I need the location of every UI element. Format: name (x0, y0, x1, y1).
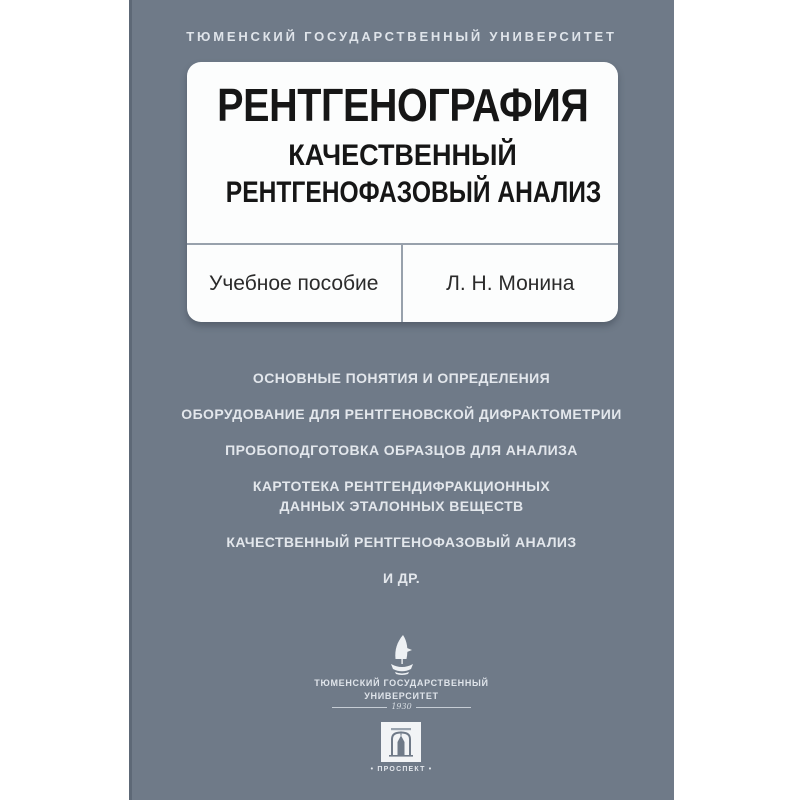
title-panel (187, 62, 618, 322)
list-item: КАРТОТЕКА РЕНТГЕНДИФРАКЦИОННЫХ ДАННЫХ ЭТАЛОННЫХ ВЕЩЕСТВ (252, 478, 551, 514)
list-item: И ДР. (382, 570, 421, 586)
publisher-name: • ПРОСПЕКТ • (370, 766, 433, 773)
book-subtitle-line1: КАЧЕСТВЕННЫЙ (288, 139, 517, 172)
university-wordmark-line1: ТЮМЕНСКИЙ ГОСУДАРСТВЕННЫЙ (314, 678, 489, 688)
list-item: КАЧЕСТВЕННЫЙ РЕНТГЕНОФАЗОВЫЙ АНАЛИЗ (226, 534, 577, 550)
edition-type: Учебное пособие (187, 245, 403, 322)
list-item: ПРОБОПОДГОТОВКА ОБРАЗЦОВ ДЛЯ АНАЛИЗА (225, 442, 578, 458)
rule-line-right (416, 707, 471, 708)
list-item: ОСНОВНЫЕ ПОНЯТИЯ И ОПРЕДЕЛЕНИЯ (252, 370, 551, 386)
ship-logo-icon (382, 634, 422, 676)
university-header: ТЮМЕНСКИЙ ГОСУДАРСТВЕННЫЙ УНИВЕРСИТЕТ (186, 29, 617, 44)
arch-tower-icon (381, 722, 421, 762)
book-cover (129, 0, 674, 800)
list-item: ОБОРУДОВАНИЕ ДЛЯ РЕНТГЕНОВСКОЙ ДИФРАКТОМЕТРИИ (181, 406, 622, 422)
author-name: Л. Н. Монина (446, 271, 575, 295)
topics-list (129, 368, 674, 604)
publisher-logo (371, 722, 433, 773)
publisher-emblem (381, 722, 421, 762)
founding-year: 1930 (391, 702, 412, 711)
rule-line-left (332, 707, 387, 708)
book-subtitle-line2: РЕНТГЕНОФАЗОВЫЙ АНАЛИЗ (225, 176, 602, 209)
university-wordmark-line2: УНИВЕРСИТЕТ (364, 691, 439, 701)
panel-bottom-row (187, 245, 618, 322)
footer-logos (129, 634, 674, 773)
book-title: РЕНТГЕНОГРАФИЯ (217, 79, 589, 131)
founding-year-rule (332, 703, 470, 711)
